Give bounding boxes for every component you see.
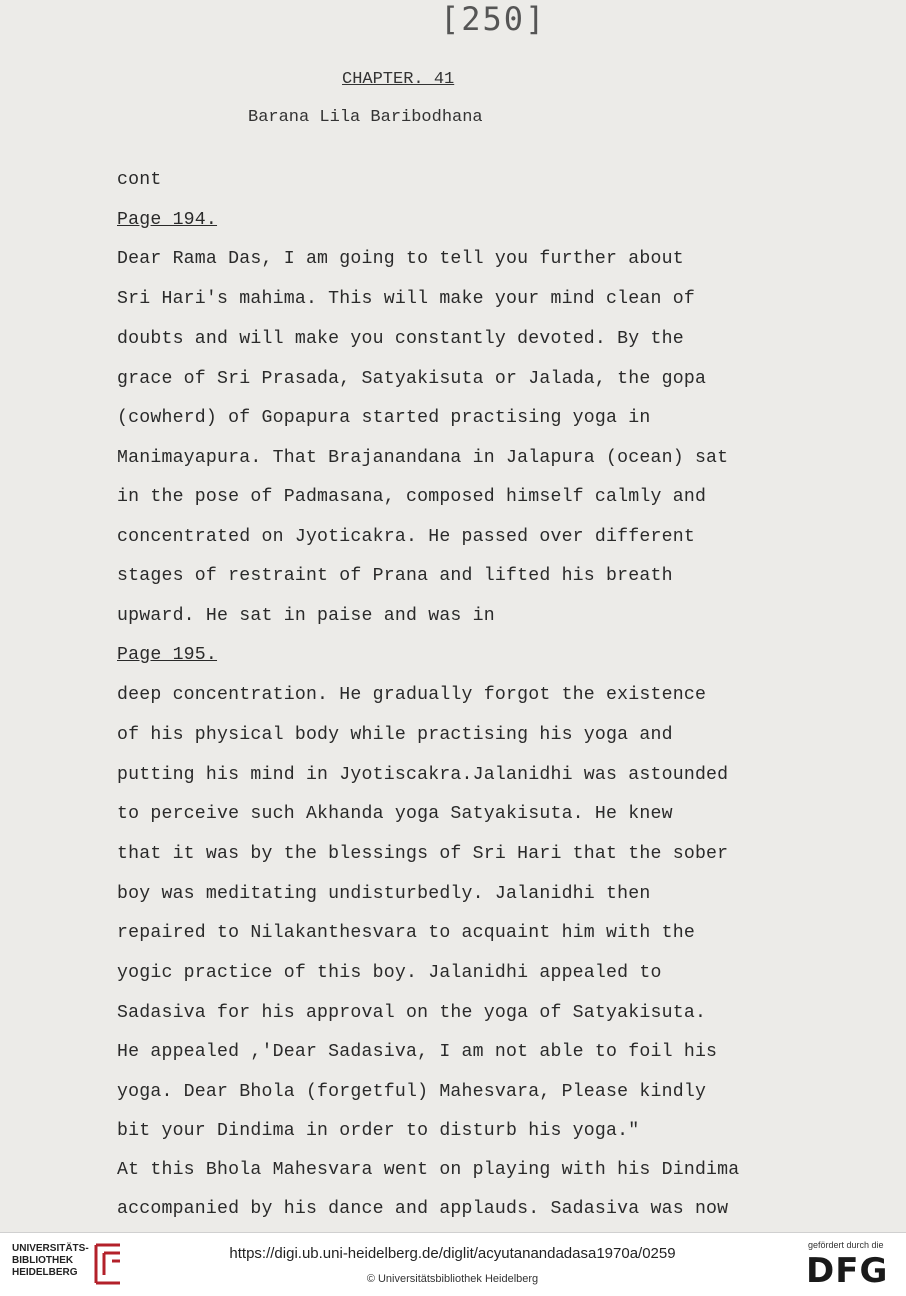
copyright-notice: © Universitätsbibliothek Heidelberg — [366, 1273, 539, 1285]
text-line: grace of Sri Prasada, Satyakisuta or Jalada, the gopa — [117, 369, 707, 389]
text-line: concentrated on Jyoticakra. He passed over different — [117, 527, 695, 547]
dfg-logo: DFG — [806, 1251, 889, 1291]
text-line: putting his mind in Jyotiscakra.Jalanidhi was astounded — [117, 765, 729, 785]
text-line: bit your Dindima in order to disturb his yoga." — [117, 1121, 640, 1141]
library-logo-text: UNIVERSITÄTS- BIBLIOTHEK HEIDELBERG — [12, 1243, 89, 1278]
text-line: Dear Rama Das, I am going to tell you further about — [117, 249, 684, 269]
page-marker: Page 195. — [117, 645, 218, 665]
text-line: Sri Hari's mahima. This will make your mind clean of — [117, 289, 695, 309]
text-line: (cowherd) of Gopapura started practising yoga in — [117, 408, 651, 428]
text-line: cont — [117, 170, 162, 190]
text-line: in the pose of Padmasana, composed himself calmly and — [117, 487, 707, 507]
text-line: yogic practice of this boy. Jalanidhi appealed to — [117, 963, 662, 983]
text-line: boy was meditating undisturbedly. Jalanidhi then — [117, 884, 651, 904]
sponsor-label: gefördert durch die — [808, 1240, 884, 1250]
text-line: of his physical body while practising his yoga and — [117, 725, 673, 745]
text-line: Manimayapura. That Brajanandana in Jalapura (ocean) sat — [117, 448, 729, 468]
text-line: that it was by the blessings of Sri Hari that the sober — [117, 844, 729, 864]
chapter-subtitle: Barana Lila Baribodhana — [248, 108, 483, 127]
text-line: doubts and will make you constantly devoted. By the — [117, 329, 684, 349]
permalink-url[interactable]: https://digi.ub.uni-heidelberg.de/diglit/acyutanandadasa1970a/0259 — [229, 1245, 676, 1262]
text-line: At this Bhola Mahesvara went on playing with his Dindima — [117, 1160, 740, 1180]
text-line: yoga. Dear Bhola (forgetful) Mahesvara, Please kindly — [117, 1082, 707, 1102]
viewer-footer — [0, 1232, 906, 1296]
text-line: stages of restraint of Prana and lifted his breath — [117, 566, 673, 586]
library-logo-icon — [90, 1241, 126, 1287]
handwritten-page-number: [250] — [440, 0, 547, 38]
chapter-heading: CHAPTER. 41 — [342, 70, 455, 89]
text-line: He appealed ,'Dear Sadasiva, I am not able to foil his — [117, 1042, 718, 1062]
page-marker: Page 194. — [117, 210, 218, 230]
text-line: accompanied by his dance and applauds. Sadasiva was now — [117, 1199, 729, 1219]
text-line: upward. He sat in paise and was in — [117, 606, 495, 626]
text-line: Sadasiva for his approval on the yoga of Satyakisuta. — [117, 1003, 707, 1023]
text-line: to perceive such Akhanda yoga Satyakisuta. He knew — [117, 804, 673, 824]
text-line: repaired to Nilakanthesvara to acquaint him with the — [117, 923, 695, 943]
text-line: deep concentration. He gradually forgot the existence — [117, 685, 707, 705]
